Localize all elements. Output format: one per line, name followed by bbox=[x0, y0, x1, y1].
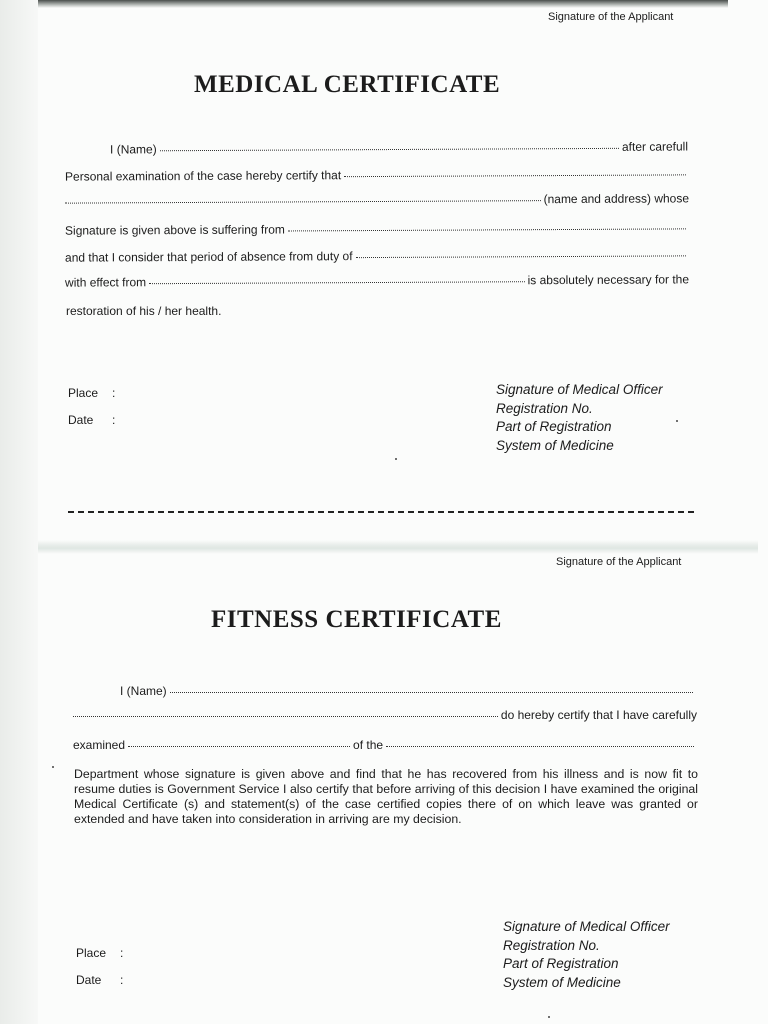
certify-line bbox=[73, 708, 697, 722]
suffering-line bbox=[65, 220, 689, 237]
fitness-officer-block bbox=[503, 918, 670, 992]
part-of-registration-label: Part of Registration bbox=[496, 419, 612, 434]
registration-no-label: Registration No. bbox=[496, 400, 593, 416]
name-address-text: (name and address) whose bbox=[543, 191, 690, 207]
fitness-officer-signature-label: Signature of Medical Officer bbox=[503, 919, 670, 934]
system-of-medicine-label: System of Medicine bbox=[496, 437, 614, 453]
name-label: I (Name) bbox=[109, 142, 157, 157]
fitness-registration-no-label: Registration No. bbox=[503, 937, 600, 953]
examined-blank bbox=[128, 746, 350, 747]
necessary-text: is absolutely necessary for the bbox=[527, 272, 690, 288]
fitness-place-colon: : bbox=[120, 946, 124, 960]
applicant-signature-label: Signature of the Applicant bbox=[548, 11, 674, 23]
paper-speck bbox=[676, 420, 678, 422]
fitness-name-blank bbox=[170, 692, 693, 693]
paper-edge-top bbox=[38, 0, 728, 8]
examination-text: Personal examination of the case hereby certify that bbox=[64, 168, 342, 184]
fitness-place-label: Place bbox=[76, 946, 107, 960]
effect-from-blank bbox=[149, 281, 524, 284]
place-label: Place bbox=[68, 386, 99, 400]
fitness-system-of-medicine-label: System of Medicine bbox=[503, 974, 621, 990]
fitness-certificate-title: FITNESS CERTIFICATE bbox=[211, 606, 502, 633]
after-careful-text: after carefull bbox=[621, 139, 689, 154]
fitness-part-of-registration-label: Part of Registration bbox=[503, 956, 619, 971]
name-address-blank bbox=[65, 200, 541, 203]
paper-edge-left bbox=[0, 0, 38, 1024]
date-label: Date bbox=[68, 413, 94, 427]
effect-from-label: with effect from bbox=[64, 275, 147, 290]
certify-blank bbox=[73, 716, 498, 717]
examination-line bbox=[65, 166, 689, 183]
place-date-block bbox=[68, 380, 115, 434]
place-row bbox=[68, 380, 115, 407]
cut-line-divider bbox=[68, 511, 694, 513]
fitness-date-colon: : bbox=[120, 973, 124, 987]
effect-from-line bbox=[65, 272, 689, 289]
absence-text: and that I consider that period of absence from duty of bbox=[64, 249, 353, 265]
examined-label: examined bbox=[73, 738, 126, 752]
absence-line bbox=[65, 247, 689, 264]
suffering-blank bbox=[288, 228, 686, 231]
paper-speck bbox=[52, 766, 54, 768]
restoration-text: restoration of his / her health. bbox=[66, 304, 222, 318]
paper-fold bbox=[38, 540, 758, 554]
fitness-date-row bbox=[76, 967, 123, 994]
applicant-signature-label: Signature of the Applicant bbox=[556, 556, 682, 568]
fitness-name-line bbox=[120, 684, 696, 698]
fitness-place-date-block bbox=[76, 940, 123, 994]
medical-officer-block bbox=[496, 381, 663, 455]
name-line bbox=[110, 139, 688, 156]
of-the-blank bbox=[386, 746, 694, 747]
name-blank bbox=[160, 148, 619, 151]
medical-certificate-title: MEDICAL CERTIFICATE bbox=[194, 71, 501, 98]
certify-text: do hereby certify that I have carefully bbox=[500, 708, 697, 722]
fitness-place-row bbox=[76, 940, 123, 967]
fitness-date-label: Date bbox=[76, 973, 102, 987]
of-the-label: of the bbox=[353, 738, 384, 752]
paper-speck bbox=[395, 458, 397, 460]
date-colon: : bbox=[112, 413, 116, 427]
officer-signature-label: Signature of Medical Officer bbox=[496, 382, 663, 397]
suffering-text: Signature is given above is suffering from bbox=[64, 222, 285, 238]
fitness-name-label: I (Name) bbox=[120, 684, 167, 698]
date-row bbox=[68, 407, 115, 434]
absence-blank bbox=[356, 255, 686, 258]
examined-line bbox=[73, 738, 697, 752]
place-colon: : bbox=[112, 386, 116, 400]
name-address-line bbox=[65, 191, 689, 208]
paper-speck bbox=[548, 1016, 550, 1018]
fitness-declaration-paragraph: Department whose signature is given above and find that he has recovered from his illness and is now fit to resume duties is Government Service I also certify that before arriving of this decision I have examined the original Medical Certificate (s) and statement(s) of the case certified copies there of on which leave was granted or extended and have taken into consideration in arriving are my decision. bbox=[74, 767, 698, 826]
examination-blank bbox=[344, 174, 686, 177]
